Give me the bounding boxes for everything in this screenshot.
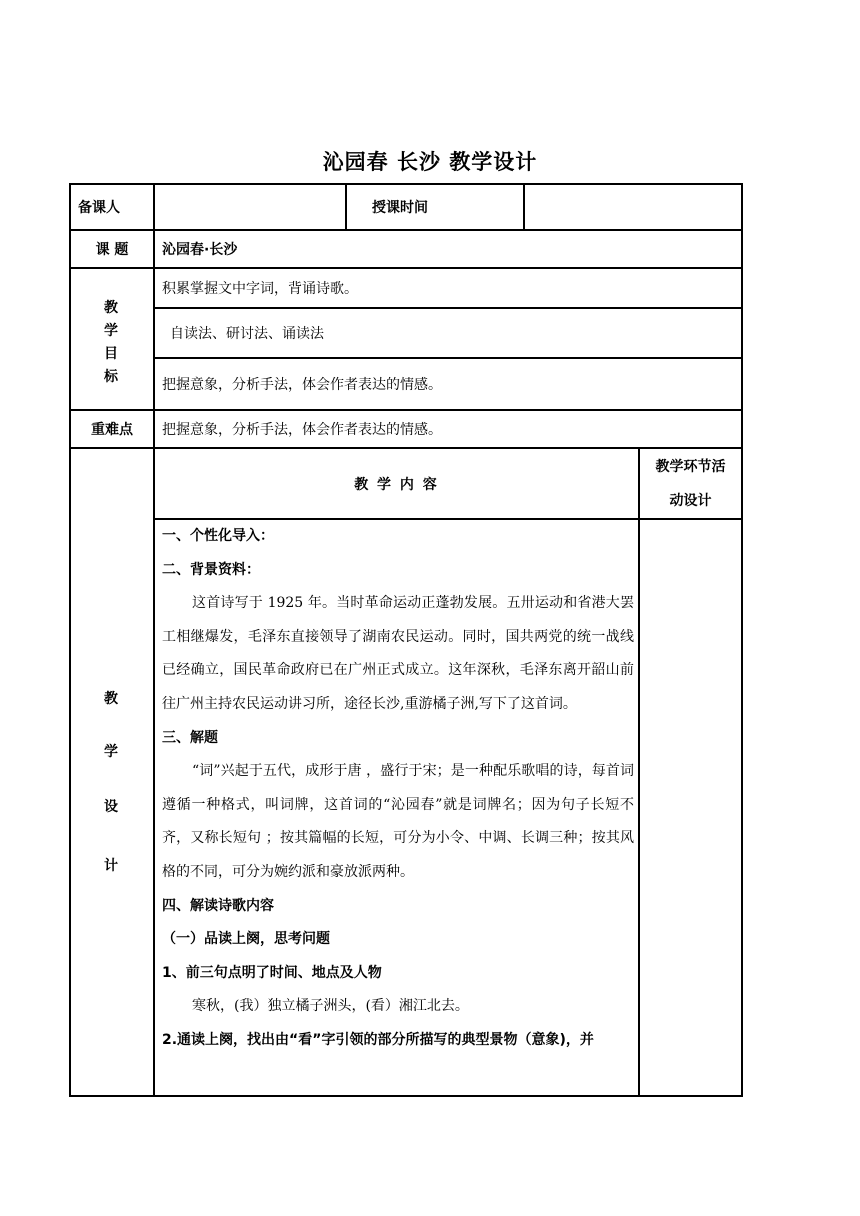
design-label-1: 教 <box>104 691 118 707</box>
objectives-label-4: 标 <box>104 369 118 385</box>
objective-item-1: 积累掌握文中字词，背诵诗歌。 <box>162 281 358 297</box>
objective-item-3: 把握意象，分析手法，体会作者表达的情感。 <box>162 377 442 393</box>
objectives-label-2: 学 <box>104 323 118 339</box>
preparer-value[interactable] <box>162 185 342 229</box>
content-header: 教 学 内 容 <box>354 476 439 493</box>
document-title: 沁园春 长沙 教学设计 <box>322 150 538 174</box>
design-label-3: 设 <box>104 799 118 815</box>
question-1-answer: 寒秋，(我）独立橘子洲头，(看）湘江北去。 <box>192 998 469 1015</box>
activity-header-line1: 教学环节活 <box>655 459 726 475</box>
design-label-4: 计 <box>104 858 118 874</box>
time-value[interactable] <box>530 185 735 229</box>
difficulty-value: 把握意象，分析手法，体会作者表达的情感。 <box>162 422 442 438</box>
background-paragraph: 这首诗写于 1925 年。当时革命运动正蓬勃发展。五卅运动和省港大罢工相继爆发，毛泽东直接领导了湖南农民运动。同时，国共两党的统一战线已经确立，国民革命政府已在广州正式成立。这年深秋，毛泽东离开韶山前往广州主持农民运动讲习所，途径长沙,重游橘子洲,写下了这首词。 <box>162 595 634 712</box>
topic-value: 沁园春·长沙 <box>162 242 238 258</box>
objectives-label-1: 教 <box>104 300 118 316</box>
question-1: 1、前三句点明了时间、地点及人物 <box>162 964 382 981</box>
design-label-2: 学 <box>104 744 118 760</box>
section-heading-intro: 一、个性化导入： <box>162 528 274 544</box>
preparer-label: 备课人 <box>78 200 120 216</box>
title-analysis-paragraph: “词”兴起于五代，成形于唐 ，盛行于宋；是一种配乐歌唱的诗，每首词遵循一种格式，叫词牌，这首词的“沁园春”就是词牌名；因为句子长短不齐，又称长短句 ；按其篇幅的长短，可分为小令、中调、长调三种；按其风格的不同，可分为婉约派和豪放派两种。 <box>162 763 634 880</box>
section-heading-interpretation: 四、解读诗歌内容 <box>162 897 274 914</box>
objective-item-2: 自读法、研讨法、诵读法 <box>170 326 324 342</box>
objectives-label-3: 目 <box>104 346 118 362</box>
section-heading-title-analysis: 三、解题 <box>162 729 218 746</box>
section-heading-background: 二、背景资料： <box>162 561 260 578</box>
subsection-heading-upper: （一）品读上阕，思考问题 <box>162 931 330 948</box>
activity-header-line2: 动设计 <box>669 493 712 509</box>
question-2: 2.通读上阕，找出由“看”字引领的部分所描写的典型景物（意象)，并 <box>162 1031 594 1048</box>
teaching-content <box>162 520 634 1058</box>
time-label: 授课时间 <box>372 200 428 216</box>
topic-label: 课 题 <box>95 242 129 258</box>
difficulty-label: 重难点 <box>91 422 133 438</box>
